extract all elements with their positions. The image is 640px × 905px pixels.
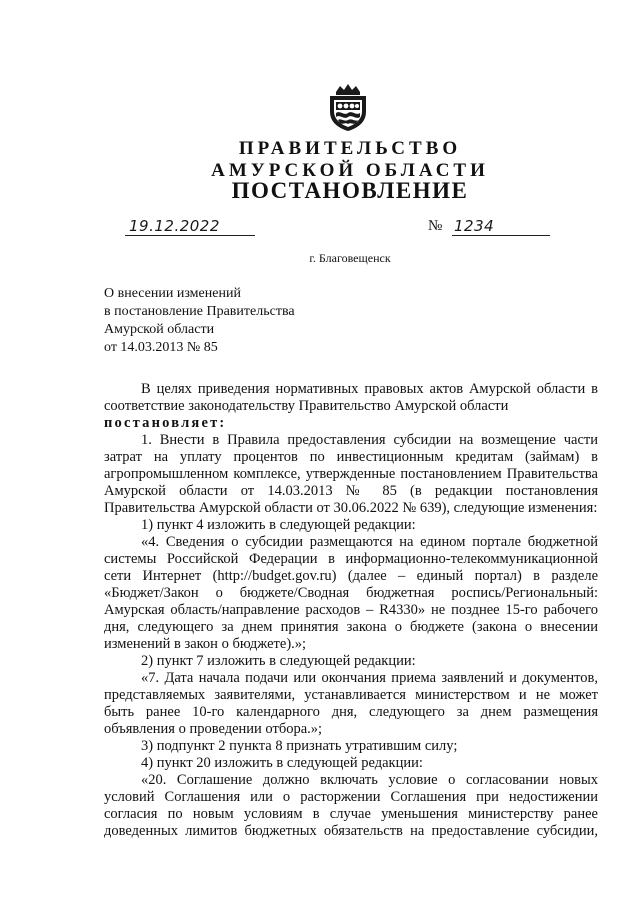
- document-type-title: ПОСТАНОВЛЕНИЕ: [231, 178, 469, 203]
- document-number: 1234: [454, 217, 495, 235]
- city-name: г. Благовещенск: [309, 251, 391, 265]
- document-date: 19.12.2022: [129, 217, 220, 235]
- body-paragraph: 2) пункт 7 изложить в следующей редакции:: [141, 653, 416, 669]
- subject-line: в постановление Правительства: [104, 304, 295, 319]
- document-date-field: [125, 217, 255, 236]
- resolves-keyword: постановляет:: [104, 415, 227, 431]
- number-sign: №: [428, 218, 443, 234]
- body-paragraph: «7. Дата начала подачи или окончания приема заявлений и документов, представляемых заявителями, устанавливается министерством и не может быть ранее 10-го календарного дня, следующего за днем размещения объявления о проведении отбора.»;: [104, 670, 598, 737]
- amur-region-coat-of-arms-icon: [326, 82, 370, 132]
- organization-name-line1: ПРАВИТЕЛЬСТВО: [238, 138, 462, 159]
- subject-line: от 14.03.2013 № 85: [104, 340, 218, 355]
- subject-line: О внесении изменений: [104, 286, 241, 301]
- body-paragraph: «20. Соглашение должно включать условие о согласовании новых условий Соглашения или о расторжении Соглашения при недостижении согласия по новым условиям в случае уменьшения министерству ранее доведенных лимитов бюджетных обязательств на предоставление субсидии,: [104, 772, 598, 839]
- body-paragraph: В целях приведения нормативных правовых актов Амурской области в соответствие законодательству Правительство Амурской области: [104, 381, 598, 414]
- document-subject: [104, 285, 295, 357]
- document-body: [104, 381, 598, 840]
- body-paragraph: «4. Сведения о субсидии размещаются на едином портале бюджетной системы Российской Федерации в информационно-телекоммуникационной сети Интернет (http://budget.gov.ru) (далее – единый портал) в разделе «Бюджет/Закон о бюджете/Сводная бюджетная роспись/Региональный: Амурская область/направление расходов – R4330» не позднее 15-го рабочего дня, следующего за днем принятия закона о бюджете (закона о внесении изменений в закон о бюджете).»;: [104, 534, 598, 652]
- document-number-field: [452, 217, 550, 236]
- body-paragraph: 3) подпункт 2 пункта 8 признать утратившим силу;: [141, 738, 458, 754]
- body-paragraph: 1) пункт 4 изложить в следующей редакции:: [141, 517, 416, 533]
- organization-name-line2: АМУРСКОЙ ОБЛАСТИ: [211, 160, 489, 181]
- body-paragraph: 4) пункт 20 изложить в следующей редакции:: [141, 755, 423, 771]
- body-paragraph: 1. Внести в Правила предоставления субсидии на возмещение части затрат на уплату процентов по инвестиционным кредитам (займам) в агропромышленном комплексе, утвержденные постановлением Правительства Амурской области от 14.03.2013 № 85 (в редакции постановления Правительства Амурской области от 30.06.2022 № 639), следующие изменения:: [104, 432, 598, 516]
- subject-line: Амурской области: [104, 322, 215, 337]
